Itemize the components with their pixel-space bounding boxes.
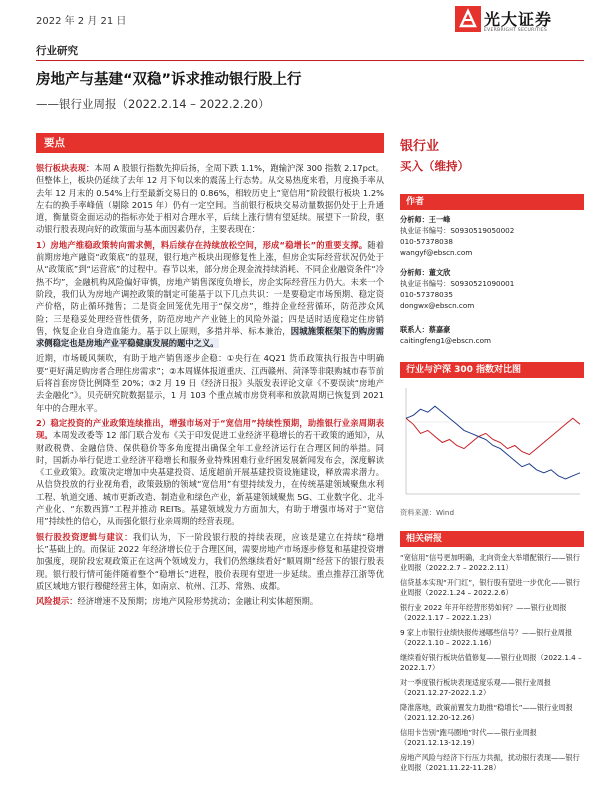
report-subtitle: ——银行业周报（2022.2.14 – 2022.2.20）	[36, 97, 270, 111]
index-comparison-chart	[400, 382, 584, 500]
summary-paragraph	[36, 531, 384, 592]
related-reports-list	[400, 553, 584, 778]
paragraph-text: 本周 A 股银行指数先抑后扬，全周下跌 1.1%，跑输沪深 300 指数 2.17pct。但整体上，板块仍延续了去年 12 月下旬以来的震荡上行态势。从交易热度来看，月度换手率从去年 12 月末的 0.54%上行至最新交易日的 0.86%，相较历史上“宽信用”阶段银行板块 1.2%左右的换手率峰值（剔除 2015 年）仍有一定空间。当前银行板块交易动量数据仍处于上升通道，衡量资金面运动的指标亦处于相对合理水平，后续上涨行情有望延续。展望下一阶段，驱动银行股表现向好的政策面与基本面因素仍存，主要表现在：	[36, 163, 384, 235]
related-report-item[interactable]: “宽信用”信号更加明确，北向资金大举增配银行——银行业周报（2022.2.7 – 2022.2.11）	[400, 553, 580, 572]
contact-name: 蔡嘉豪	[428, 325, 451, 334]
analyst-email[interactable]: wangyf@ebscn.com	[400, 248, 473, 257]
paragraph-lead: 银行板块表现：	[36, 163, 95, 173]
analyst-cert: 执业证书编号：S0930519050002	[400, 226, 515, 235]
paragraph-text: 本周发改委等 12 部门联合发布《关于印发促进工业经济平稳增长的若干政策的通知》，从财政税费、金融信贷、保供稳价等多角度提出确保全年工业经济运行在合理区间的举措。同时，国新办举行促进工业经济平稳增长和服务业特殊困难行业纾困发展新闻发布会，深度解读《工业政策》。政策决定增加中央基建投资、适度超前开展基建投资设施建设，释放需求潜力。从信贷投放的行业视角看，政策鼓励的领域“宽信用”有望持续发力，在传统基建领域聚焦水利工程、轨道交通、城市更新改造、制造业和绿色产业，新基建领域聚焦 5G、工业数字化、北斗产业化、“东数西算”工程并推动 REITs。基建领域发力方面加大，有助于增强市场对于“宽信用”持续性的信心，从而强化银行业亲周期的经营表现。	[36, 430, 384, 527]
paragraph-lead: 1）房地产维稳政策转向需求侧，料后续存在持续放松空间，形成“稳增长”的重要支撑。	[36, 239, 368, 250]
header-divider	[36, 60, 584, 61]
rating: 买入（维持）	[400, 159, 469, 173]
brand-name: 光大证券	[484, 10, 553, 29]
industry-name: 银行业	[400, 139, 440, 154]
contact-email[interactable]: caitingfeng1@ebscn.com	[400, 336, 491, 345]
analyst-block	[400, 267, 584, 311]
summary-paragraph	[36, 239, 384, 350]
related-report-item[interactable]: 继续看好银行板块估值修复——银行业周报（2022.1.4 – 2022.1.7）	[400, 653, 582, 672]
authors-heading: 作者	[400, 194, 584, 210]
paragraph-lead: 银行股投资逻辑与建议：	[36, 531, 133, 542]
brand-name-en: EVERBRIGHT SECURITIES	[484, 28, 548, 33]
analyst-label: 分析师：	[400, 215, 429, 224]
summary-heading: 要点	[36, 133, 384, 153]
contact-label: 联系人：	[400, 325, 429, 334]
summary-paragraph	[36, 595, 384, 607]
paragraph-lead: 2）稳定投资的产业政策连续推出，增强市场对于“宽信用”持续性预期，助推银行业亲周期表现。	[36, 417, 384, 441]
analyst-phone: 010-57378038	[400, 237, 453, 246]
related-report-item[interactable]: 对一季度银行板块表现适度乐观——银行业周报（2021.12.27-2022.1.2）	[400, 678, 551, 697]
report-category: 行业研究	[36, 45, 78, 57]
summary-body	[36, 162, 384, 610]
paragraph-emphasis: 因城施策框架下的购房需求侧稳定也是房地产业平稳健康发展的题中之义。	[36, 325, 384, 349]
summary-paragraph	[36, 417, 384, 528]
summary-paragraph	[36, 162, 384, 236]
chart-source: 资料来源：Wind	[400, 508, 455, 517]
related-report-item[interactable]: 银行业 2022 年开年经营形势如何？——银行业周报（2022.1.17 – 2022.1.23）	[400, 603, 567, 622]
report-title: 房地产与基建“双稳”诉求推动银行股上行	[36, 72, 302, 88]
analyst-block	[400, 214, 584, 258]
paragraph-text: 随着前期房地产融资“政策底”的显现，银行地产板块出现修复性上涨，但房企实际经营状况仍处于从“政策底”到“运营底”的过程中。春节以来，部分房企现金流持续消耗、不同企业融资条件“冷热不均”，金融机构风险偏好审慎，房地产销售深度负增长，房企实际经营压力仍大。未来一个阶段，我们认为房地产调控政策的制定可能基于以下几点共识：一是要稳定市场预期、稳定资产价格，防止循环抛售；二是资金回笼优先用于“保交房”，维持企业经营循环，防范涉众风险；三是稳妥处理经营性债务，防范房地产产业链上的风险外溢；四是适时适度稳定住房销售，恢复企业自身造血能力。基于以上原则，多措并举、标本兼治，	[36, 239, 384, 336]
chart-heading: 行业与沪深 300 指数对比图	[400, 362, 584, 378]
brand-logo	[455, 6, 580, 44]
related-heading: 相关研报	[400, 531, 584, 547]
analyst-label: 分析师：	[400, 268, 429, 277]
contact-block	[400, 324, 584, 346]
related-report-item[interactable]: 降准落地，政策前置发力助推“稳增长”——银行业周报（2021.12.20-12.26）	[400, 703, 573, 722]
paragraph-text: 经济增速不及预期；房地产风险形势扰动；金融让利实体超预期。	[77, 596, 319, 607]
analyst-cert: 执业证书编号：S0930521090001	[400, 279, 515, 288]
series-line-银行业	[406, 418, 580, 454]
brand-logo-icon	[455, 6, 481, 32]
related-report-item[interactable]: 信用卡告别“跑马圈地”时代——银行业周报（2021.12.13-12.19）	[400, 728, 537, 747]
paragraph-text: 近期，市场暖风频吹，有助于地产销售逐步企稳：①央行在 4Q21 货币政策执行报告中明确要“更好满足购房者合理住房需求”；②本周媒体报道重庆、江西赣州、菏泽等非限购城市春节前后将首套房贷比例降至 20%；③2 月 19 日《经济日报》头版发表评论文章《不要误读“房地产去金融化”》。贝壳研究院数据显示，1 月 103 个重点城市房贷利率和放款周期已恢复到 2021 年中的合理水平。	[36, 353, 384, 413]
analyst-name: 董文欣	[428, 268, 451, 277]
analyst-email[interactable]: dongwx@ebscn.com	[400, 301, 475, 310]
analyst-phone: 010-57378035	[400, 290, 453, 299]
related-report-item[interactable]: 房地产风险与经济下行压力共振，扰动银行表现——银行业周报（2021.11.22-11.28）	[400, 753, 580, 772]
analyst-name: 王一峰	[428, 215, 451, 224]
related-report-item[interactable]: 信贷基本实现“开门红”，银行股有望进一步优化——银行业周报（2022.1.24 – 2022.2.6）	[400, 578, 580, 597]
summary-paragraph	[36, 352, 384, 413]
paragraph-lead: 风险提示：	[36, 596, 78, 607]
series-line-沪深300	[406, 406, 580, 479]
paragraph-text: 我们认为，下一阶段银行股的持续表现，应该是建立在持续“稳增长”基础上的。而保证 2022 年经济增长位于合理区间，需要房地产市场逐步修复和基建投资增加强度，现阶段宏观政策正在这两个领域发力，我们仍然继续看好“顺周期”经营下的银行股表现。银行股行情可能伴随着整个“稳增长”进程，股价表现有望进一步延续。重点推荐江浙等优质区域地方银行穆健经营主体，如南京、杭州、江苏、常熟、成都。	[36, 531, 384, 591]
related-report-item[interactable]: 9 家上市银行业绩快报传递哪些信号？——银行业周报（2022.1.10 – 2022.1.16）	[400, 628, 573, 647]
report-date: 2022 年 2 月 21 日	[36, 16, 127, 27]
